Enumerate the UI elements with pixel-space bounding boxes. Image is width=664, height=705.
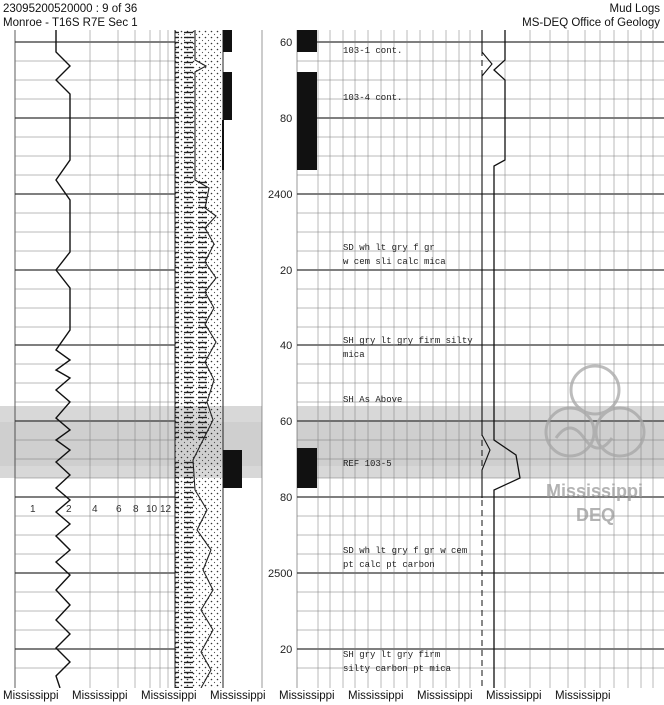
lithology-note-1 — [343, 46, 402, 56]
depth-label-2400: 2400 — [268, 189, 293, 201]
footer-label: Mississippi — [348, 690, 404, 702]
footer-label: Mississippi — [486, 690, 542, 702]
note-5-line-1: SH As Above — [343, 395, 403, 405]
scale-label-1: 1 — [30, 504, 36, 515]
footer-label: Mississippi — [210, 690, 266, 702]
scale-label-12: 12 — [160, 504, 172, 515]
scale-label-10: 10 — [146, 504, 158, 515]
document-id: 23095200520000 : 9 of 36 — [3, 3, 138, 15]
footer-label: Mississippi — [141, 690, 197, 702]
footer-label: Mississippi — [555, 690, 611, 702]
log-type: Mud Logs — [609, 3, 660, 15]
watermark-line-2: DEQ — [576, 505, 616, 525]
note-8-line-1: SH gry lt gry firm — [343, 650, 441, 660]
depth-label-2500: 2500 — [268, 568, 293, 580]
lithology-note-6 — [343, 459, 392, 469]
note-8-line-2: silty carbon pt mica — [343, 664, 452, 674]
note-3-line-1: SD wh lt gry f gr — [343, 243, 435, 253]
scale-label-8: 8 — [133, 504, 139, 515]
scale-label-4: 4 — [92, 504, 98, 515]
note-2-line-1: 103-4 cont. — [343, 93, 403, 103]
mud-log-scan — [0, 30, 664, 688]
depth-label-60b: 60 — [280, 416, 293, 428]
lithology-note-3 — [343, 243, 446, 267]
note-3-line-2: w cem sli calc mica — [343, 257, 446, 267]
depth-label-60: 60 — [280, 37, 293, 49]
depth-label-20b: 20 — [280, 644, 293, 656]
drilling-rate-curve — [56, 30, 70, 688]
footer-label: Mississippi — [417, 690, 473, 702]
gas-curves — [482, 30, 520, 688]
note-4-line-2: mica — [343, 350, 365, 360]
depth-label-40: 40 — [280, 340, 293, 352]
lithology-column — [175, 30, 223, 688]
scale-label-2: 2 — [66, 504, 72, 515]
footer-label: Mississippi — [72, 690, 128, 702]
lithology-note-7 — [343, 546, 473, 570]
lithology-note-8 — [343, 650, 452, 674]
agency-name: MS-DEQ Office of Geology — [522, 17, 660, 29]
note-7-line-2: pt calc pt carbon — [343, 560, 435, 570]
scale-label-6: 6 — [116, 504, 122, 515]
left-log-track — [15, 30, 175, 688]
note-1-line-1: 103-1 cont. — [343, 46, 403, 56]
footer-label: Mississippi — [3, 690, 59, 702]
note-6-line-1: REF 103-5 — [343, 459, 392, 469]
watermark-line-1: Mississippi — [546, 481, 644, 501]
note-4-line-1: SH gry lt gry firm silty — [343, 336, 473, 346]
lithology-note-5 — [343, 395, 402, 405]
well-location: Monroe - T16S R7E Sec 1 — [3, 17, 138, 29]
lithology-note-4 — [343, 336, 478, 360]
footer — [0, 690, 664, 705]
depth-label-20: 20 — [280, 265, 293, 277]
note-7-line-1: SD wh lt gry f gr w cem — [343, 546, 468, 556]
lithology-note-2 — [343, 93, 402, 103]
footer-label: Mississippi — [279, 690, 335, 702]
depth-label-80b: 80 — [280, 492, 293, 504]
depth-label-80: 80 — [280, 113, 293, 125]
depth-column — [262, 30, 297, 688]
